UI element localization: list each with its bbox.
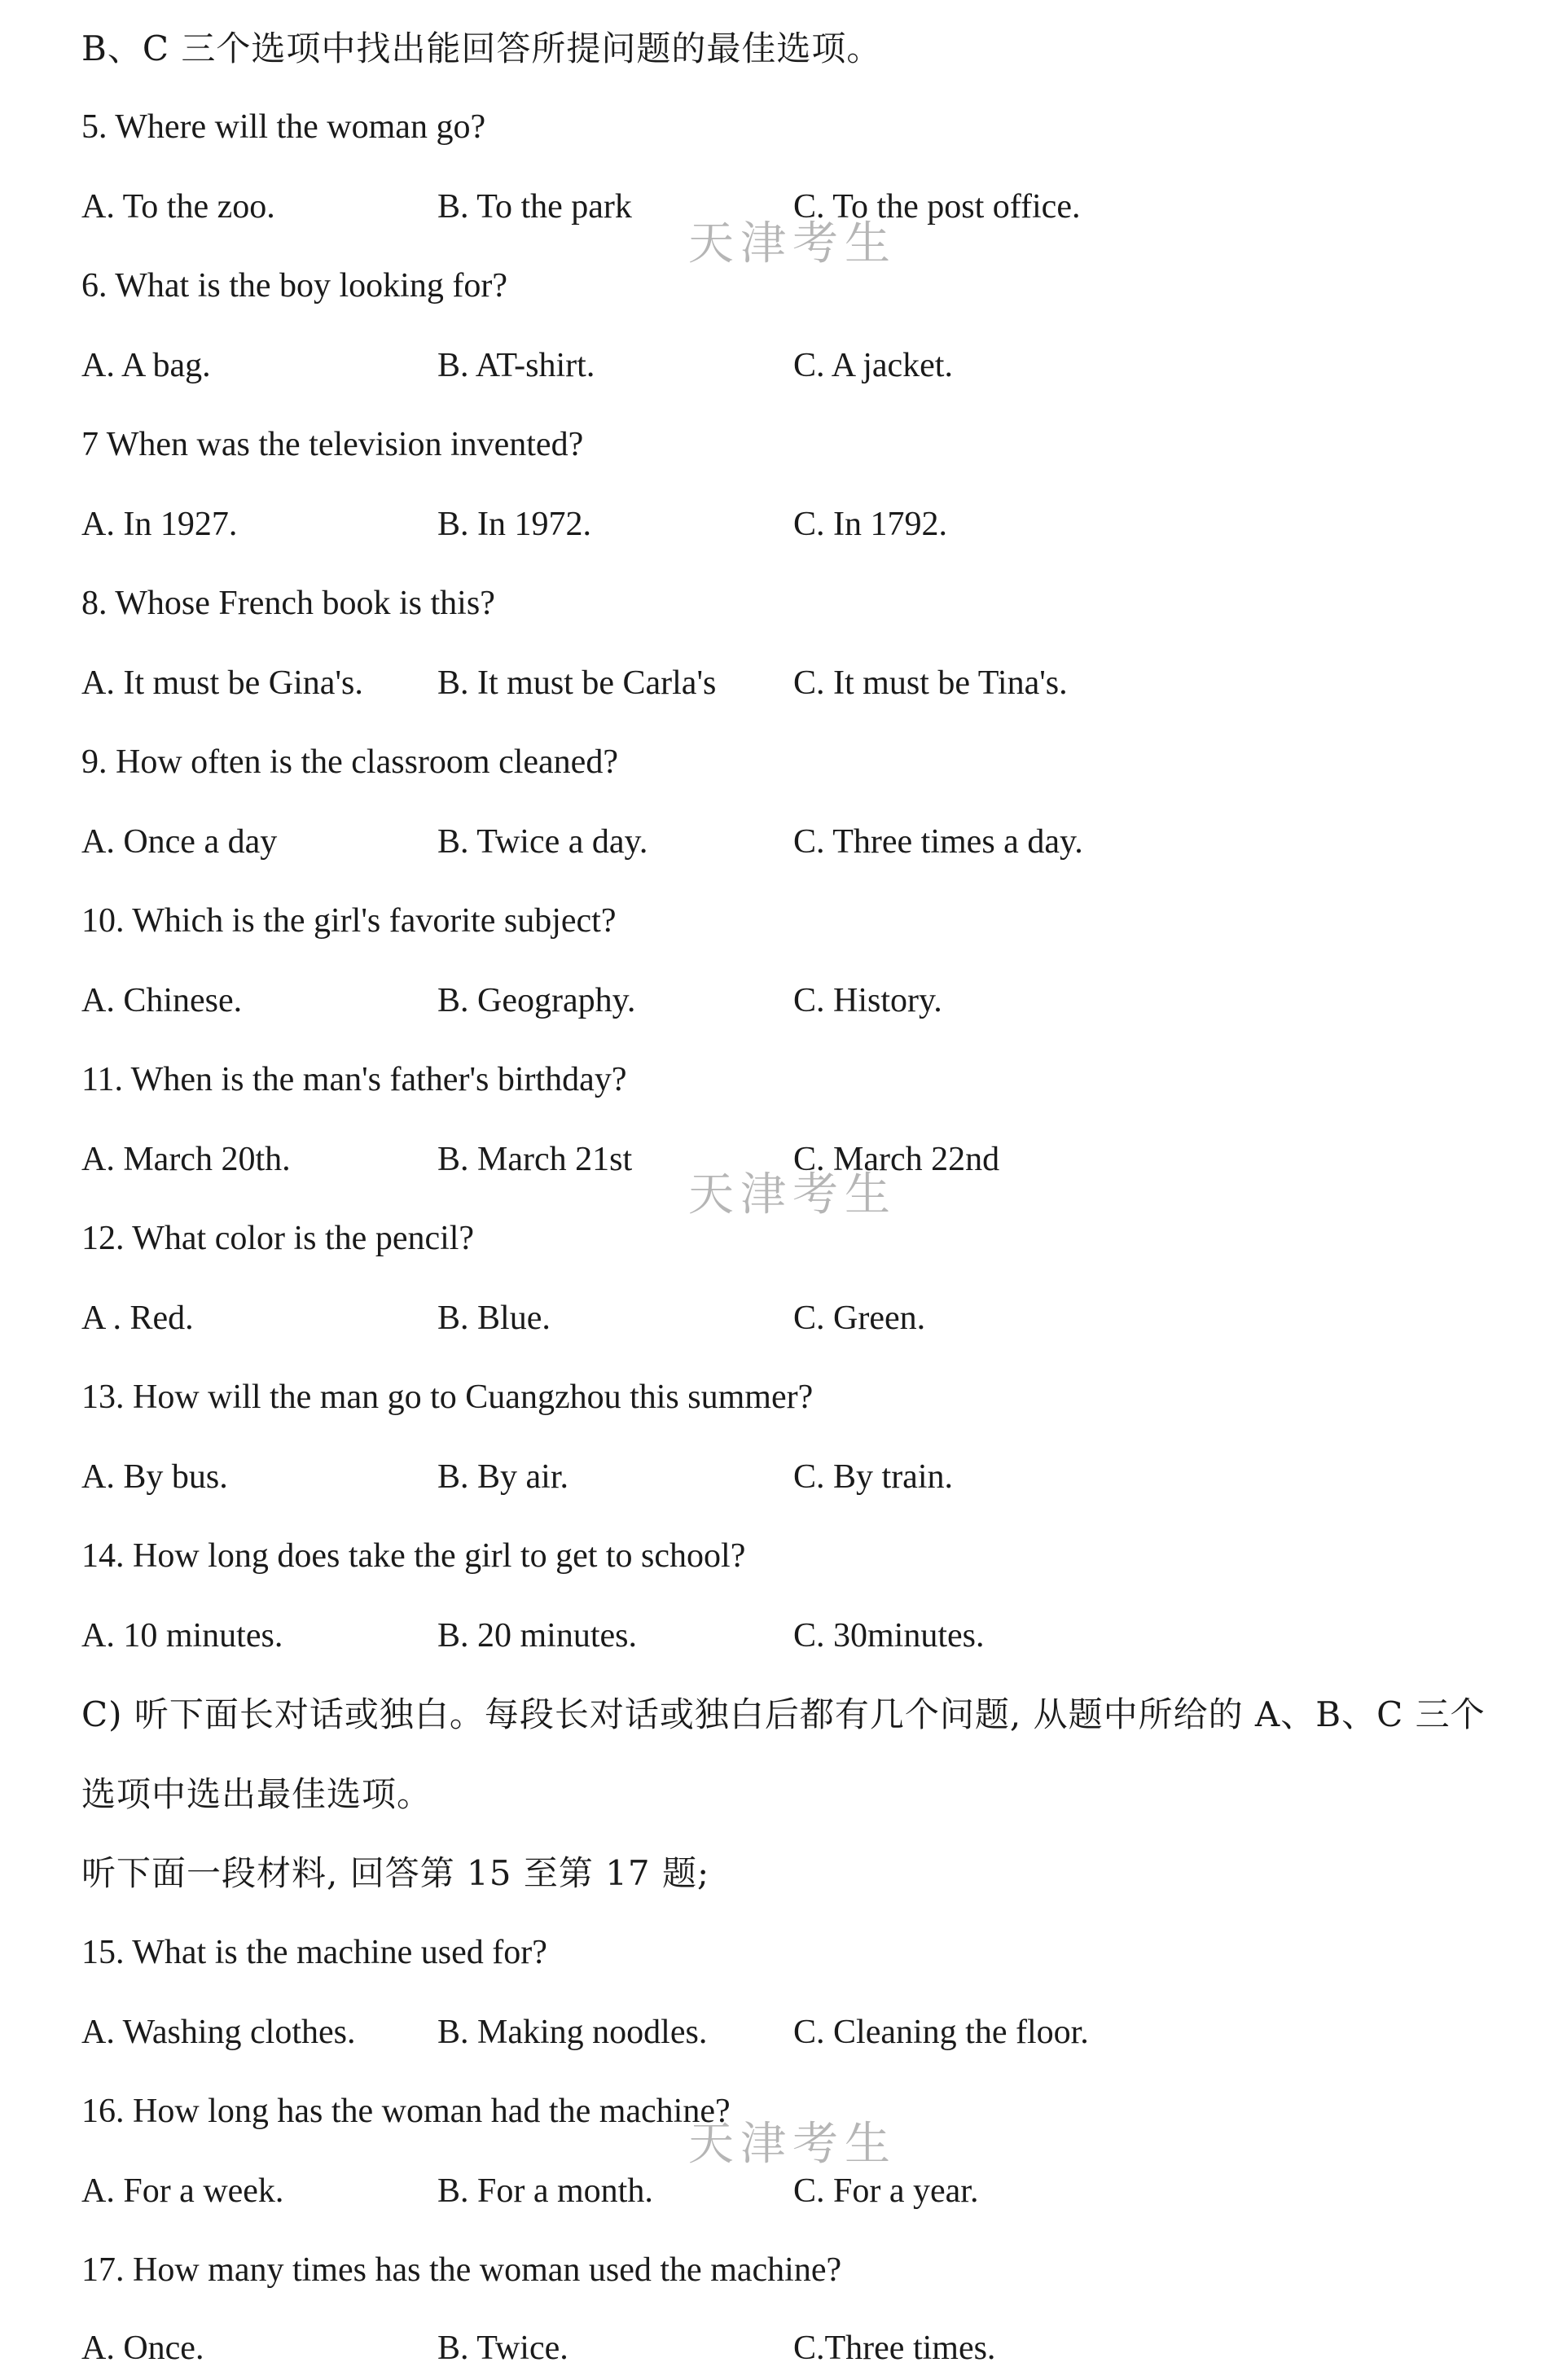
question-17-option-c: C.Three times. [793, 2330, 996, 2367]
question-5: 5. Where will the woman go? [81, 108, 486, 146]
question-17-option-b: B. Twice. [437, 2330, 568, 2367]
material-intro: 听下面一段材料, 回答第 15 至第 17 题; [81, 1853, 710, 1893]
question-7: 7 When was the television invented? [81, 426, 584, 463]
section-b-instruction-tail: B、C 三个选项中找出能回答所提问题的最佳选项。 [81, 28, 882, 68]
question-11-option-b: B. March 21st [437, 1141, 633, 1178]
question-15-option-c: C. Cleaning the floor. [793, 2014, 1089, 2051]
question-12-option-c: C. Green. [793, 1300, 926, 1337]
question-11-option-c: C. March 22nd [793, 1141, 1000, 1178]
question-7-option-a: A. In 1927. [81, 506, 238, 543]
question-15-option-b: B. Making noodles. [437, 2014, 708, 2051]
question-6-option-a: A. A bag. [81, 347, 211, 384]
section-c-instruction-line-2: 选项中选出最佳选项。 [81, 1774, 432, 1814]
question-15: 15. What is the machine used for? [81, 1934, 547, 1971]
question-14-option-b: B. 20 minutes. [437, 1617, 638, 1655]
question-17: 17. How many times has the woman used the machine? [81, 2251, 842, 2289]
question-6: 6. What is the boy looking for? [81, 267, 507, 305]
question-10-option-a: A. Chinese. [81, 982, 243, 1019]
question-13-option-a: A. By bus. [81, 1458, 228, 1496]
question-8-option-c: C. It must be Tina's. [793, 664, 1068, 702]
question-9: 9. How often is the classroom cleaned? [81, 743, 618, 781]
question-7-option-c: C. In 1792. [793, 506, 947, 543]
question-6-option-b: B. AT-shirt. [437, 347, 595, 384]
question-16: 16. How long has the woman had the machine? [81, 2093, 731, 2130]
question-14-option-c: C. 30minutes. [793, 1617, 985, 1655]
question-15-option-a: A. Washing clothes. [81, 2014, 356, 2051]
question-8-option-b: B. It must be Carla's [437, 664, 717, 702]
question-11: 11. When is the man's father's birthday? [81, 1061, 627, 1098]
watermark-stamp-3: 天津考生 [688, 2118, 897, 2171]
question-6-option-c: C. A jacket. [793, 347, 953, 384]
question-9-option-a: A. Once a day [81, 823, 278, 861]
question-13-option-c: C. By train. [793, 1458, 953, 1496]
question-10: 10. Which is the girl's favorite subject? [81, 902, 617, 940]
question-12-option-b: B. Blue. [437, 1300, 551, 1337]
question-17-option-a: A. Once. [81, 2330, 204, 2367]
question-9-option-b: B. Twice a day. [437, 823, 648, 861]
question-8-option-a: A. It must be Gina's. [81, 664, 363, 702]
question-16-option-a: A. For a week. [81, 2172, 284, 2210]
question-7-option-b: B. In 1972. [437, 506, 591, 543]
question-13: 13. How will the man go to Cuangzhou this summer? [81, 1378, 814, 1416]
watermark-stamp-1: 天津考生 [688, 217, 897, 270]
question-14: 14. How long does take the girl to get to school? [81, 1537, 746, 1575]
question-8: 8. Whose French book is this? [81, 585, 495, 622]
question-12: 12. What color is the pencil? [81, 1220, 475, 1257]
question-14-option-a: A. 10 minutes. [81, 1617, 283, 1655]
question-5-option-b: B. To the park [437, 188, 632, 226]
question-12-option-a: A . Red. [81, 1300, 194, 1337]
question-11-option-a: A. March 20th. [81, 1141, 291, 1178]
question-13-option-b: B. By air. [437, 1458, 569, 1496]
question-10-option-b: B. Geography. [437, 982, 636, 1019]
question-16-option-c: C. For a year. [793, 2172, 979, 2210]
question-9-option-c: C. Three times a day. [793, 823, 1083, 861]
question-5-option-c: C. To the post office. [793, 188, 1081, 226]
question-10-option-c: C. History. [793, 982, 942, 1019]
question-5-option-a: A. To the zoo. [81, 188, 275, 226]
question-16-option-b: B. For a month. [437, 2172, 653, 2210]
watermark-stamp-2: 天津考生 [688, 1168, 897, 1221]
section-c-instruction-line-1: C) 听下面长对话或独白。每段长对话或独白后都有几个问题, 从题中所给的 A、B、C 三个 [81, 1694, 1486, 1734]
